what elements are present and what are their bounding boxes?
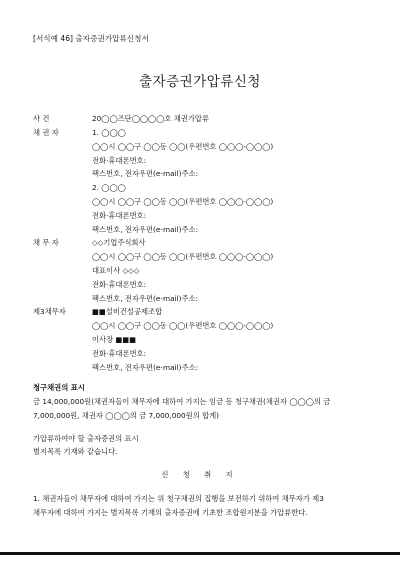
debtor-phone: 전화·휴대폰번호: (92, 280, 147, 289)
creditor-2-phone: 전화·휴대폰번호: (92, 211, 147, 220)
case-value: 20◯◯즈단◯◯◯◯호 채권가압류 (92, 114, 209, 123)
third-debtor-name: ■■설비건설공제조합 (92, 307, 163, 316)
creditor-2-fax-email: 팩스번호, 전자우편(e-mail)주소: (92, 225, 199, 234)
debtor-name: ◇◇기업주식회사 (92, 238, 146, 247)
securities-line-1: 가압류하여야 할 출자증권의 표시 (33, 434, 139, 443)
third-debtor-fax-email: 팩스번호, 전자우편(e-mail)주소: (92, 363, 199, 372)
creditor-1-address: ◯◯시 ◯◯구 ◯◯동 ◯◯(우편번호 ◯◯◯-◯◯◯) (92, 142, 274, 151)
case-label: 사 건 (33, 114, 50, 123)
purpose-heading: 신 청 취 지 (161, 470, 239, 479)
creditor-label: 채 권 자 (33, 128, 59, 137)
debtor-representative: 대표이사 ◇◇◇ (92, 266, 140, 275)
creditor-1-name: 1. ◯◯◯ (92, 128, 126, 137)
creditor-2-name: 2. ◯◯◯ (92, 183, 126, 192)
creditor-1-fax-email: 팩스번호, 전자우편(e-mail)주소: (92, 169, 199, 178)
debtor-fax-email: 팩스번호, 전자우편(e-mail)주소: (92, 294, 199, 303)
debtor-address: ◯◯시 ◯◯구 ◯◯동 ◯◯(우편번호 ◯◯◯-◯◯◯) (92, 252, 274, 261)
securities-line-2: 별지목록 기재와 같습니다. (33, 447, 118, 456)
form-number: [서식예 46] 출자증권가압류신청서 (33, 34, 149, 43)
creditor-2-address: ◯◯시 ◯◯구 ◯◯동 ◯◯(우편번호 ◯◯◯-◯◯◯) (92, 197, 274, 206)
creditor-1-phone: 전화·휴대폰번호: (92, 156, 147, 165)
third-debtor-phone: 전화·휴대폰번호: (92, 349, 147, 358)
document-title: 출자증권가압류신청 (139, 74, 261, 90)
claim-heading: 청구채권의 표시 (33, 383, 85, 392)
third-debtor-representative: 이사장 ■■■ (92, 335, 137, 344)
debtor-label: 채 무 자 (33, 238, 59, 247)
purpose-line-2: 채무자에 대하여 가지는 별지목록 기재의 출자증권에 기초한 조합원지분을 가압류한다. (33, 508, 308, 517)
claim-line-2: 7,000,000원, 채권자 ◯◯◯의 금 7,000,000원의 합계) (33, 411, 220, 420)
third-debtor-address: ◯◯시 ◯◯구 ◯◯동 ◯◯(우편번호 ◯◯◯-◯◯◯) (92, 321, 274, 330)
bottom-rule (0, 552, 400, 555)
purpose-line-1: 1. 채권자들이 채무자에 대하여 가지는 위 청구채권의 집행을 보전하기 위하여 채무자가 제3 (33, 494, 324, 503)
third-debtor-label: 제3채무자 (33, 307, 66, 316)
claim-line-1: 금 14,000,000원(채권자들이 채무자에 대하여 가지는 임금 등 청구채권(채권자 ◯◯◯의 금 (33, 397, 331, 406)
